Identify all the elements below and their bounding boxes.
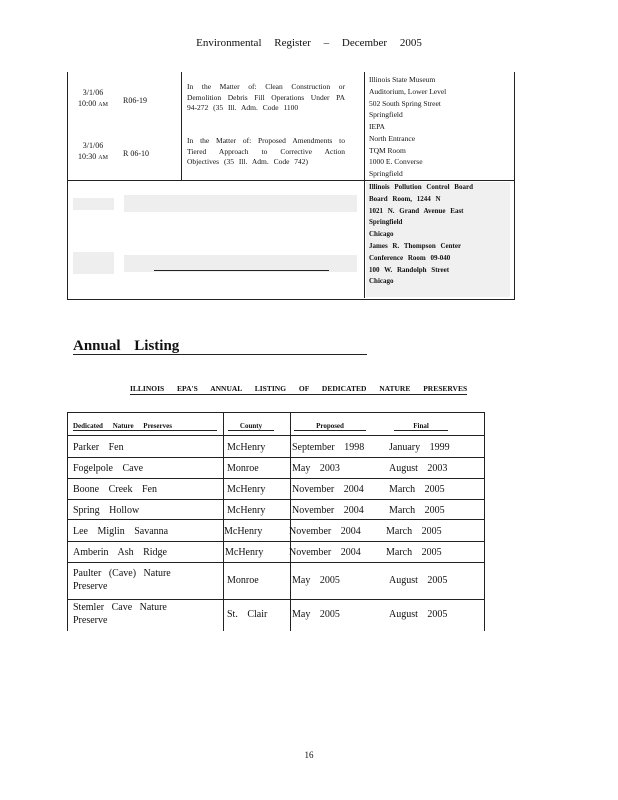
column-divider: [364, 72, 365, 298]
preserve-name: Paulter (Cave) Nature Preserve: [73, 568, 171, 592]
preserve-proposed: May 2005: [292, 575, 340, 586]
blank-cell: [73, 198, 114, 210]
preserve-county: McHenry: [224, 526, 263, 537]
preserve-final: August 2003: [389, 463, 448, 474]
preserve-proposed: May 2003: [292, 463, 340, 474]
hearings-table: [67, 72, 515, 300]
table-top-rule: [67, 412, 485, 413]
preserve-county: Monroe: [227, 463, 259, 474]
preserve-name: Stemler Cave Nature Preserve: [73, 602, 167, 626]
row-rule: [67, 499, 485, 500]
blank-cell: [124, 195, 357, 212]
column-header: Proposed: [294, 422, 366, 431]
column-header: County: [228, 422, 274, 431]
hearing-location: Illinois State Museum Auditorium, Lower Level 502 South Spring Street Springfield: [369, 75, 447, 120]
hearing-docket: R06-19: [123, 96, 147, 105]
hearing-matter: In the Matter of: Clean Construction or Demolition Debris Fill Operations Under PA 94-272 (35 Ill. Adm. Code 1100: [187, 82, 345, 112]
preserve-final: March 2005: [386, 526, 442, 537]
preserve-proposed: November 2004: [292, 484, 364, 495]
preserve-proposed: May 2005: [292, 609, 340, 620]
page-number: 16: [304, 750, 314, 760]
table-caption: ILLINOIS EPA'S ANNUAL LISTING OF DEDICATED NATURE PRESERVES: [130, 384, 468, 393]
column-divider: [181, 72, 182, 180]
preserve-name: Boone Creek Fen: [73, 484, 157, 495]
preserve-final: March 2005: [386, 547, 442, 558]
title-rule: [73, 354, 367, 355]
hearing-docket: R 06-10: [123, 149, 149, 158]
preserve-final: January 1999: [389, 442, 450, 453]
blank-cell: [73, 252, 114, 274]
hearing-matter: In the Matter of: Proposed Amendments to Tiered Approach to Corrective Action Objectives (35 Ill. Adm. Code 742): [187, 136, 345, 166]
preserve-final: March 2005: [389, 484, 445, 495]
column-header: Dedicated Nature Preserves: [73, 422, 217, 431]
preserve-name: Fogelpole Cave: [73, 463, 144, 474]
preserve-county: McHenry: [227, 484, 266, 495]
section-title: Annual Listing: [73, 338, 180, 354]
board-locations: Illinois Pollution Control Board Board Room, 1244 N 1021 N. Grand Avenue East Springfield Chicago James R. Thompson Center Conference Room 09-040 100 W. Randolph Street Chicago: [369, 183, 473, 286]
row-rule: [67, 562, 485, 563]
page-header: Environmental Register – December 2005: [196, 37, 422, 49]
row-rule: [67, 457, 485, 458]
preserve-name: Spring Hollow: [73, 505, 140, 516]
nature-preserves-table: [67, 412, 485, 631]
hearing-date: 3/1/06 10:30 AM: [78, 141, 108, 161]
preserve-county: McHenry: [227, 505, 266, 516]
row-divider: [68, 180, 514, 181]
hearing-date: 3/1/06 10:00 AM: [78, 88, 108, 108]
preserve-name: Parker Fen: [73, 442, 124, 453]
preserve-county: McHenry: [227, 442, 266, 453]
row-rule: [67, 541, 485, 542]
preserve-proposed: November 2004: [289, 526, 361, 537]
hearing-location: IEPA North Entrance TQM Room 1000 E. Converse Springfield: [369, 122, 423, 179]
preserve-county: St. Clair: [227, 609, 268, 620]
column-header: Final: [394, 422, 448, 431]
preserve-county: Monroe: [227, 575, 259, 586]
preserve-county: McHenry: [225, 547, 264, 558]
row-rule: [67, 435, 485, 436]
preserve-name: Lee Miglin Savanna: [73, 526, 169, 537]
row-rule: [67, 599, 485, 600]
row-rule: [67, 478, 485, 479]
preserve-proposed: November 2004: [292, 505, 364, 516]
preserve-final: August 2005: [389, 609, 448, 620]
preserve-name: Amberin Ash Ridge: [73, 547, 167, 558]
row-rule: [67, 519, 485, 520]
preserve-final: March 2005: [389, 505, 445, 516]
preserve-final: August 2005: [389, 575, 448, 586]
preserve-proposed: November 2004: [289, 547, 361, 558]
underline-rule: [154, 270, 329, 271]
preserve-proposed: September 1998: [292, 442, 365, 453]
